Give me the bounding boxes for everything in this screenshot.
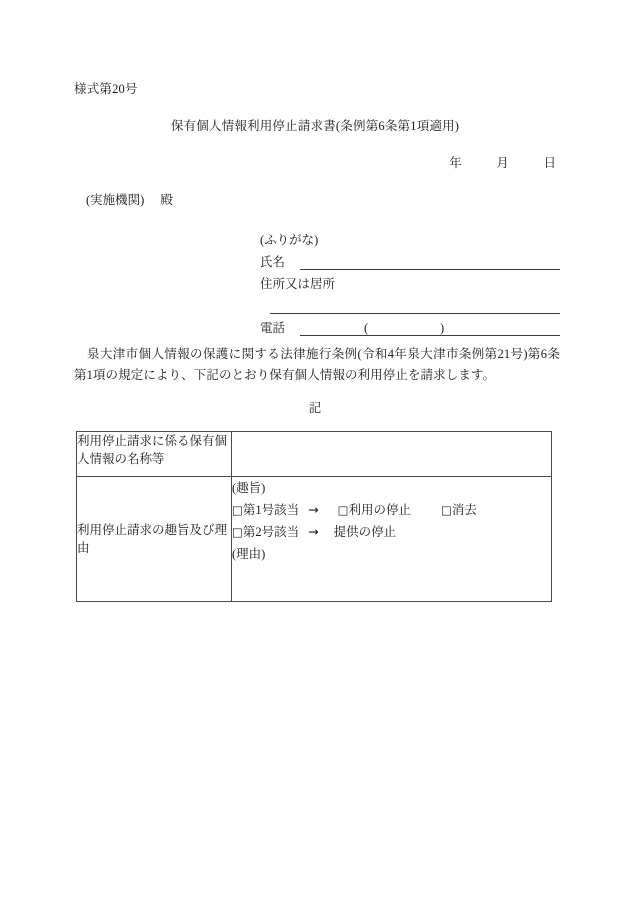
choice-label-suspend-use: 利用の停止: [348, 503, 412, 517]
choice-label-suspend-provision: 提供の停止: [333, 525, 397, 539]
option-row-item-2[interactable]: [232, 521, 551, 543]
option-label-item-2: 第2号該当: [242, 525, 300, 539]
telephone-label: 電話: [260, 321, 286, 335]
row-value-purpose-reason[interactable]: [232, 477, 552, 602]
form-number: 様式第20号: [74, 82, 138, 96]
arrow-icon: →: [308, 524, 319, 539]
checkbox-item-2[interactable]: □: [232, 525, 243, 539]
option-label-item-1: 第1号該当: [242, 503, 300, 517]
telephone-paren-close: ): [440, 321, 445, 335]
addressee: [86, 190, 173, 208]
furigana-row: [254, 229, 560, 251]
furigana-label: (ふりがな): [260, 233, 319, 247]
reason-heading: (理由): [232, 547, 266, 561]
address-input-rule[interactable]: [270, 313, 560, 314]
request-table: [76, 431, 552, 602]
name-input-rule[interactable]: [300, 269, 560, 270]
address-row[interactable]: [254, 273, 560, 295]
row-value-information-name[interactable]: [232, 432, 552, 477]
checkbox-suspend-use[interactable]: □: [337, 503, 349, 517]
date-line: [0, 153, 630, 171]
checkbox-erase[interactable]: □: [441, 503, 452, 517]
name-row[interactable]: [254, 251, 560, 273]
telephone-paren-open: (: [364, 321, 369, 335]
option-row-item-1[interactable]: [232, 499, 551, 521]
body-paragraph: 泉大津市個人情報の保護に関する法律施行条例(令和4年泉大津市条例第21号)第6条第1項の規定により、下記のとおり保有個人情報の利用停止を請求します。: [74, 347, 560, 382]
purpose-heading: (趣旨): [232, 481, 266, 495]
date-day-label: 日: [543, 156, 556, 170]
address-input-row[interactable]: [254, 295, 560, 317]
row-label-information-name: 利用停止請求に係る保有個人情報の名称等: [77, 432, 232, 477]
telephone-paren-group: [364, 317, 484, 339]
name-label: 氏名: [260, 255, 286, 269]
telephone-row[interactable]: [254, 317, 560, 339]
address-label: 住所又は居所: [260, 277, 336, 291]
choice-label-erase: 消去: [451, 503, 477, 517]
ki-mark: 記: [308, 401, 322, 415]
addressee-organization: (実施機関): [86, 193, 145, 207]
document-title: 保有個人情報利用停止請求書(条例第6条第1項適用): [170, 119, 460, 133]
addressee-honorific: 殿: [160, 193, 173, 207]
row-label-purpose-reason: 利用停止請求の趣旨及び理由: [77, 477, 232, 602]
date-year-label: 年: [449, 156, 462, 170]
checkbox-item-1[interactable]: □: [232, 503, 243, 517]
arrow-icon: →: [308, 502, 319, 517]
table-row: [77, 477, 552, 602]
applicant-block: [254, 229, 560, 339]
date-month-label: 月: [496, 156, 509, 170]
table-row: [77, 432, 552, 477]
